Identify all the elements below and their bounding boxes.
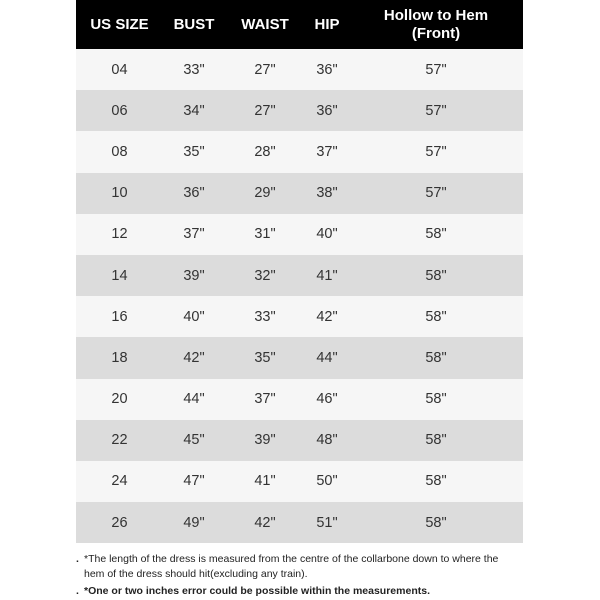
cell-bust: 49" [183, 514, 205, 531]
header-waist: WAIST [241, 16, 289, 33]
table-row [76, 461, 523, 502]
cell-us-size: 04 [111, 61, 128, 78]
table-body [76, 49, 523, 543]
note-error-text: *One or two inches error could be possible within the measurements. [84, 585, 430, 597]
cell-hip: 51" [316, 514, 338, 531]
note-error [76, 584, 516, 599]
cell-hollow-to-hem: 58" [425, 514, 447, 531]
table-row [76, 296, 523, 337]
cell-us-size: 22 [111, 432, 128, 449]
cell-hollow-to-hem: 58" [425, 391, 447, 408]
note-length-text: *The length of the dress is measured from the centre of the collarbone down to where the hem of the dress should hit(excluding any train). [84, 553, 499, 580]
cell-waist: 29" [254, 185, 276, 202]
cell-waist: 39" [254, 432, 276, 449]
table-row [76, 131, 523, 172]
size-chart-table [76, 0, 523, 543]
cell-hollow-to-hem: 57" [425, 102, 447, 119]
cell-waist: 35" [254, 349, 276, 366]
cell-us-size: 16 [111, 308, 128, 325]
cell-bust: 36" [183, 185, 205, 202]
cell-bust: 34" [183, 102, 205, 119]
cell-us-size: 24 [111, 473, 128, 490]
cell-hollow-to-hem: 57" [425, 61, 447, 78]
cell-us-size: 06 [111, 102, 128, 119]
cell-waist: 33" [254, 308, 276, 325]
cell-waist: 28" [254, 143, 276, 160]
cell-hip: 37" [316, 143, 338, 160]
table-header [76, 0, 523, 49]
cell-us-size: 08 [111, 143, 128, 160]
header-hip: HIP [314, 16, 340, 33]
cell-hollow-to-hem: 57" [425, 185, 447, 202]
table-row [76, 337, 523, 378]
header-us-size: US SIZE [90, 16, 149, 33]
table-row [76, 49, 523, 90]
cell-hip: 48" [316, 432, 338, 449]
cell-us-size: 14 [111, 267, 128, 284]
table-row [76, 502, 523, 543]
cell-bust: 47" [183, 473, 205, 490]
cell-waist: 42" [254, 514, 276, 531]
cell-waist: 41" [254, 473, 276, 490]
cell-bust: 37" [183, 226, 205, 243]
cell-hollow-to-hem: 58" [425, 349, 447, 366]
cell-hollow-to-hem: 58" [425, 308, 447, 325]
cell-us-size: 18 [111, 349, 128, 366]
bullet-icon: . [76, 585, 79, 597]
cell-bust: 44" [183, 391, 205, 408]
header-hollow-to-hem [349, 7, 523, 43]
table-row [76, 255, 523, 296]
bullet-icon: . [76, 553, 79, 565]
cell-us-size: 20 [111, 391, 128, 408]
cell-hollow-to-hem: 58" [425, 473, 447, 490]
cell-hollow-to-hem: 57" [425, 143, 447, 160]
cell-bust: 40" [183, 308, 205, 325]
table-row [76, 214, 523, 255]
cell-bust: 39" [183, 267, 205, 284]
cell-bust: 42" [183, 349, 205, 366]
notes [76, 552, 516, 599]
cell-hip: 38" [316, 185, 338, 202]
cell-us-size: 26 [111, 514, 128, 531]
table-row [76, 173, 523, 214]
cell-waist: 31" [254, 226, 276, 243]
cell-us-size: 10 [111, 185, 128, 202]
cell-bust: 45" [183, 432, 205, 449]
cell-waist: 37" [254, 391, 276, 408]
cell-bust: 33" [183, 61, 205, 78]
cell-waist: 27" [254, 61, 276, 78]
table-row [76, 379, 523, 420]
cell-hip: 36" [316, 102, 338, 119]
cell-hip: 42" [316, 308, 338, 325]
header-bust: BUST [173, 16, 215, 33]
cell-hollow-to-hem: 58" [425, 226, 447, 243]
table-row [76, 420, 523, 461]
note-length [76, 552, 516, 582]
cell-hollow-to-hem: 58" [425, 432, 447, 449]
cell-hip: 44" [316, 349, 338, 366]
cell-waist: 32" [254, 267, 276, 284]
cell-hip: 50" [316, 473, 338, 490]
cell-hip: 41" [316, 267, 338, 284]
cell-hip: 46" [316, 391, 338, 408]
header-hollow-to-hem-line1: Hollow to Hem [383, 6, 489, 24]
cell-us-size: 12 [111, 226, 128, 243]
table-row [76, 90, 523, 131]
header-hollow-to-hem-line2: (Front) [411, 24, 461, 42]
cell-bust: 35" [183, 143, 205, 160]
cell-hip: 40" [316, 226, 338, 243]
cell-waist: 27" [254, 102, 276, 119]
cell-hollow-to-hem: 58" [425, 267, 447, 284]
cell-hip: 36" [316, 61, 338, 78]
